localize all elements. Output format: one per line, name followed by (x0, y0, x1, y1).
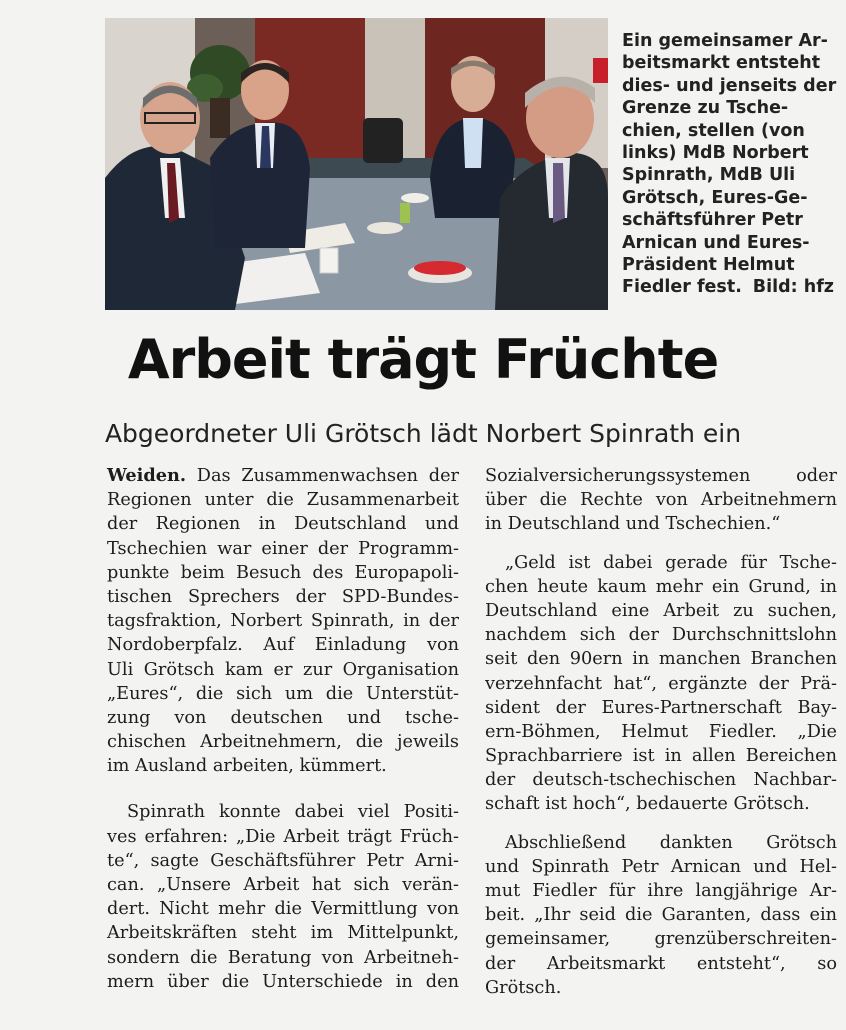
article-line: dert. Nicht mehr die Vermittlung von (107, 899, 459, 920)
article-line: Weiden. Das Zusammenwachsen der (107, 465, 459, 486)
article-line: der Arbeitsmarkt entsteht“, so (485, 953, 837, 974)
photo-credit: Bild: hfz (752, 277, 834, 298)
caption-line: Arnican und Eures- (622, 232, 810, 253)
article-line: „Eures“, die sich um die Unterstüt- (107, 683, 459, 704)
article-line: über die Rechte von Arbeitnehmern (485, 490, 837, 511)
article-column-2 (485, 464, 837, 1000)
caption-line: links) MdB Norbert (622, 143, 809, 164)
article-line: Deutschland eine Arbeit zu suchen, (485, 600, 837, 621)
photo-illustration (105, 18, 608, 310)
article-line: seit den 90ern in manchen Branchen (485, 649, 837, 670)
subheadline: Abgeordneter Uli Grötsch lädt Norbert Spinrath ein (104, 419, 742, 448)
article-line: in Deutschland und Tschechien.“ (485, 514, 781, 535)
article-line: can. „Unsere Arbeit hat sich verän- (107, 875, 459, 895)
caption-line: Ein gemeinsamer Ar- (622, 31, 828, 51)
article-line: und Spinrath Petr Arnican und Hel- (485, 856, 837, 877)
article-line: Grötsch. (485, 977, 562, 998)
dateline: Weiden. (107, 465, 187, 486)
caption-line: Grötsch, Eures-Ge- (622, 187, 808, 208)
headline: Arbeit trägt Früchte (127, 328, 719, 391)
caption-line: dies- und jenseits der (622, 75, 837, 96)
article-line: chischen Arbeitnehmern, die jeweils (107, 732, 459, 753)
article-line: sident der Eures-Partnerschaft Bay- (485, 697, 837, 718)
article-line: mut Fiedler für ihre langjährige Ar- (485, 881, 837, 901)
caption-line: beitsmarkt entsteht (622, 53, 821, 74)
article-line: Uli Grötsch kam er zur Organisation (107, 659, 459, 680)
article-line: chen heute kaum mehr ein Grund, in (485, 576, 837, 597)
article-line: verzehnfacht hat“, ergänzte der Prä- (485, 673, 837, 694)
article-line: te“, sagte Geschäftsführer Petr Arni- (107, 850, 459, 871)
article-line: nachdem sich der Durchschnittslohn (485, 625, 837, 646)
article-line: ern-Böhmen, Helmut Fiedler. „Die (485, 721, 837, 742)
article-line: Spinrath konnte dabei viel Positi- (127, 802, 459, 823)
article-line: Abschließend dankten Grötsch (505, 832, 837, 853)
article-line: Regionen unter die Zusammenarbeit (107, 490, 459, 511)
article-line: zung von deutschen und tsche- (107, 707, 459, 728)
caption-line: Spinrath, MdB Uli (622, 165, 796, 186)
article-line: ves erfahren: „Die Arbeit trägt Früch- (107, 826, 459, 847)
article-line: sondern die Beratung von Arbeitneh- (107, 947, 459, 968)
article-line: Sozialversicherungssystemen oder (485, 466, 837, 486)
article-column-1 (107, 464, 459, 994)
article-line: schaft ist hoch“, bedauerte Grötsch. (485, 794, 810, 815)
article-line: beit. „Ihr seid die Garanten, dass ein (485, 905, 837, 926)
article-line: punkte beim Besuch des Europapoli- (107, 562, 459, 583)
article-line: tagsfraktion, Norbert Spinrath, in der (107, 611, 459, 632)
article-line: Nordoberpfalz. Auf Einladung von (107, 635, 459, 656)
article-line: gemeinsamer, grenzüberschreiten- (485, 929, 837, 950)
photo-caption (622, 30, 837, 299)
article-line: im Ausland arbeiten, kümmert. (107, 756, 387, 777)
article-line: der deutsch-tschechischen Nachbar- (485, 770, 837, 791)
caption-line: Fiedler fest. (622, 277, 742, 298)
caption-line: chien, stellen (von (622, 120, 805, 141)
caption-line: Grenze zu Tsche- (622, 98, 789, 119)
article-line: „Geld ist dabei gerade für Tsche- (505, 552, 837, 573)
meeting-photo (105, 18, 608, 310)
article-line: mern über die Unterschiede in den (107, 971, 459, 992)
caption-line: schäftsführer Petr (622, 210, 803, 231)
caption-last-line (622, 276, 834, 298)
article-line: Tschechien war einer der Programm- (107, 538, 459, 559)
article-line: Sprachbarriere ist in allen Bereichen (485, 746, 837, 767)
article-line: tischen Sprechers der SPD-Bundes- (107, 586, 459, 607)
caption-line: Präsident Helmut (622, 255, 795, 276)
article-line: Arbeitskräften steht im Mittelpunkt, (107, 923, 459, 944)
article-line: der Regionen in Deutschland und (107, 514, 459, 535)
